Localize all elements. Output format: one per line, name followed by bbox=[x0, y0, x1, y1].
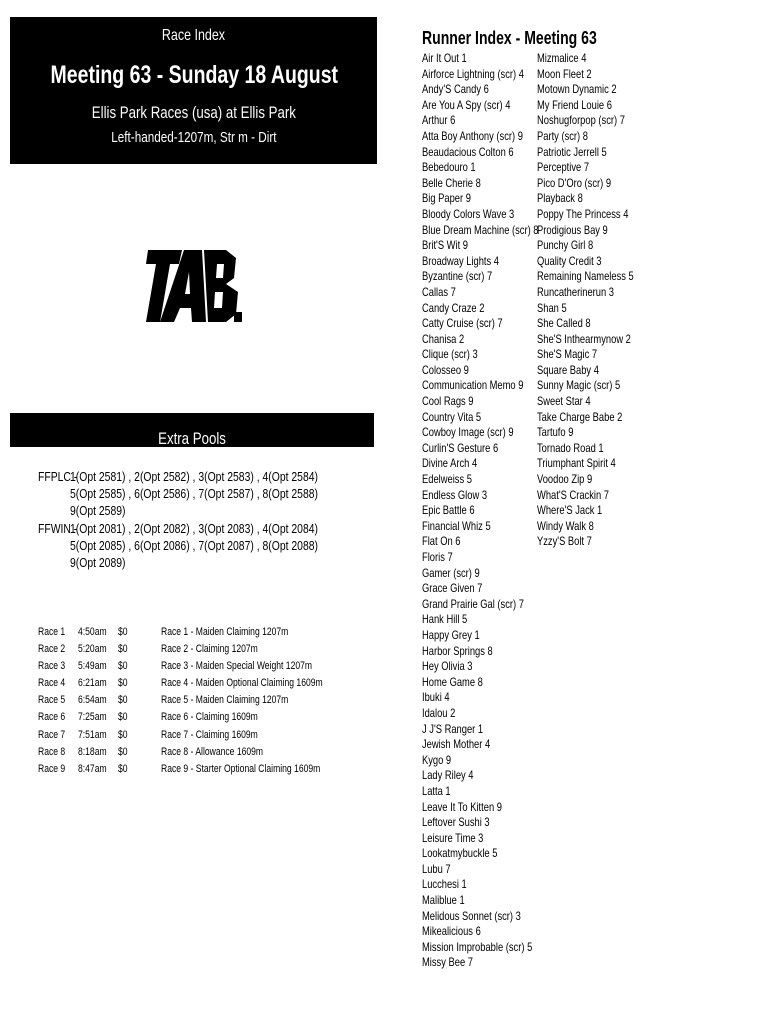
extra-pools-header: Extra Pools bbox=[10, 413, 374, 447]
runner-item: Missy Bee 7 bbox=[422, 955, 473, 970]
runner-item: She'S Inthearmynow 2 bbox=[537, 331, 631, 346]
runner-item: Patriotic Jerrell 5 bbox=[537, 144, 607, 159]
venue-line: Ellis Park Races (usa) at Ellis Park bbox=[91, 103, 296, 122]
runner-item: Clique (scr) 3 bbox=[422, 347, 478, 362]
runner-item: Runcatherinerun 3 bbox=[537, 284, 615, 299]
runner-item: My Friend Louie 6 bbox=[537, 97, 612, 112]
runner-item: Endless Glow 3 bbox=[422, 487, 488, 502]
ffwin-label: FFWIN - bbox=[38, 521, 78, 536]
runner-item: Windy Walk 8 bbox=[537, 518, 594, 533]
runner-item: Communication Memo 9 bbox=[422, 378, 524, 393]
runner-item: Leave It To Kitten 9 bbox=[422, 799, 502, 814]
runner-item: Ibuki 4 bbox=[422, 690, 450, 705]
runner-item: Party (scr) 8 bbox=[537, 128, 588, 143]
runner-item: Tartufo 9 bbox=[537, 425, 574, 440]
ffplc-label: FFPLC - bbox=[38, 469, 78, 484]
tab-logo bbox=[146, 250, 242, 324]
runner-index-title: Runner Index - Meeting 63 bbox=[422, 28, 597, 48]
runner-item: She Called 8 bbox=[537, 316, 591, 331]
runner-item: Prodigious Bay 9 bbox=[537, 222, 608, 237]
runner-item: Are You A Spy (scr) 4 bbox=[422, 97, 511, 112]
runner-item: Leisure Time 3 bbox=[422, 830, 484, 845]
runner-item: Mizmalice 4 bbox=[537, 51, 587, 65]
runner-item: Gamer (scr) 9 bbox=[422, 565, 480, 580]
runner-item: Latta 1 bbox=[422, 783, 451, 798]
runner-item: Byzantine (scr) 7 bbox=[422, 269, 493, 284]
runner-item: Airforce Lightning (scr) 4 bbox=[422, 66, 524, 81]
runner-item: Square Baby 4 bbox=[537, 362, 599, 377]
track-line: Left-handed-1207m, Str m - Dirt bbox=[110, 129, 277, 146]
runner-item: Atta Boy Anthony (scr) 9 bbox=[422, 128, 523, 143]
runner-list-column-2 bbox=[537, 51, 661, 550]
ffwin-line: 1(Opt 2081) , 2(Opt 2082) , 3(Opt 2083) , 4(Opt 2084) bbox=[70, 521, 319, 536]
runner-item: Beaudacious Colton 6 bbox=[422, 144, 514, 159]
ffplc-line: 1(Opt 2581) , 2(Opt 2582) , 3(Opt 2583) , 4(Opt 2584) bbox=[70, 469, 319, 484]
runner-item: Air It Out 1 bbox=[422, 51, 467, 65]
runner-item: Leftover Sushi 3 bbox=[422, 815, 490, 830]
runner-item: Bebedouro 1 bbox=[422, 160, 476, 175]
runner-item: Sweet Star 4 bbox=[537, 394, 591, 409]
runner-item: Edelweiss 5 bbox=[422, 472, 472, 487]
runner-item: Curlin'S Gesture 6 bbox=[422, 440, 499, 455]
runner-item: Motown Dynamic 2 bbox=[537, 82, 617, 97]
runner-item: J J'S Ranger 1 bbox=[422, 721, 484, 736]
runner-item: Arthur 6 bbox=[422, 113, 456, 128]
runner-item: Yzzy'S Bolt 7 bbox=[537, 534, 592, 549]
runner-item: Punchy Girl 8 bbox=[537, 238, 594, 253]
runner-item: Playback 8 bbox=[537, 191, 583, 206]
runner-item: Maliblue 1 bbox=[422, 893, 465, 908]
runner-item: Grand Prairie Gal (scr) 7 bbox=[422, 596, 524, 611]
runner-item: Quality Credit 3 bbox=[537, 253, 602, 268]
runner-item: Happy Grey 1 bbox=[422, 627, 480, 642]
runner-item: Triumphant Spirit 4 bbox=[537, 456, 616, 471]
runner-item: Hank Hill 5 bbox=[422, 612, 468, 627]
runner-item: Pico D'Oro (scr) 9 bbox=[537, 175, 612, 190]
ffplc-line: 9(Opt 2589) bbox=[70, 503, 126, 518]
runner-item: Lady Riley 4 bbox=[422, 768, 474, 783]
runner-item: Voodoo Zip 9 bbox=[537, 472, 593, 487]
runner-item: Epic Battle 6 bbox=[422, 503, 475, 518]
runner-item: Belle Cherie 8 bbox=[422, 175, 481, 190]
runner-item: Candy Craze 2 bbox=[422, 300, 485, 315]
runner-item: What'S Crackin 7 bbox=[537, 487, 610, 502]
runner-item: Bloody Colors Wave 3 bbox=[422, 206, 515, 221]
runner-item: Divine Arch 4 bbox=[422, 456, 478, 471]
runner-item: Floris 7 bbox=[422, 550, 453, 564]
runner-item: Chanisa 2 bbox=[422, 331, 465, 346]
runner-item: Moon Fleet 2 bbox=[537, 66, 592, 81]
runner-item: Financial Whiz 5 bbox=[422, 518, 491, 533]
runner-item: Andy'S Candy 6 bbox=[422, 82, 489, 97]
runner-item: She'S Magic 7 bbox=[537, 347, 598, 362]
runner-item: Brit'S Wit 9 bbox=[422, 238, 468, 253]
runner-item: Lubu 7 bbox=[422, 861, 451, 876]
runner-item: Remaining Nameless 5 bbox=[537, 269, 634, 284]
runner-item: Perceptive 7 bbox=[537, 160, 590, 175]
runner-item: Home Game 8 bbox=[422, 674, 483, 689]
ffwin-line: 9(Opt 2089) bbox=[70, 555, 126, 570]
runner-item: Where'S Jack 1 bbox=[537, 503, 603, 518]
runner-item: Grace Given 7 bbox=[422, 581, 483, 596]
ffwin-pool bbox=[38, 520, 388, 571]
runner-item: Cowboy Image (scr) 9 bbox=[422, 425, 514, 440]
ffwin-line: 5(Opt 2085) , 6(Opt 2086) , 7(Opt 2087) , 8(Opt 2088) bbox=[70, 538, 319, 553]
runner-item: Tornado Road 1 bbox=[537, 440, 604, 455]
runner-item: Cool Rags 9 bbox=[422, 394, 474, 409]
runner-item: Flat On 6 bbox=[422, 534, 461, 549]
meeting-title: Meeting 63 - Sunday 18 August bbox=[50, 61, 339, 89]
runner-item: Blue Dream Machine (scr) 8 bbox=[422, 222, 539, 237]
runner-item: Melidous Sonnet (scr) 3 bbox=[422, 908, 521, 923]
runner-item: Kygo 9 bbox=[422, 752, 452, 767]
runner-item: Lucchesi 1 bbox=[422, 877, 467, 892]
runner-item: Harbor Springs 8 bbox=[422, 643, 493, 658]
runner-item: Mikealicious 6 bbox=[422, 924, 481, 939]
runner-item: Country Vita 5 bbox=[422, 409, 482, 424]
runner-item: Callas 7 bbox=[422, 284, 456, 299]
runner-item: Jewish Mother 4 bbox=[422, 737, 491, 752]
race-index-header bbox=[10, 17, 377, 164]
runner-item: Idalou 2 bbox=[422, 705, 456, 720]
runner-item: Big Paper 9 bbox=[422, 191, 471, 206]
runner-item: Lookatmybuckle 5 bbox=[422, 846, 498, 861]
runner-item: Noshugforpop (scr) 7 bbox=[537, 113, 625, 128]
ffplc-pool bbox=[38, 468, 388, 519]
runner-item: Broadway Lights 4 bbox=[422, 253, 500, 268]
runner-item: Hey Olivia 3 bbox=[422, 659, 473, 674]
race-index-title: Race Index bbox=[161, 27, 226, 44]
runner-item: Mission Improbable (scr) 5 bbox=[422, 939, 533, 954]
runner-item: Colosseo 9 bbox=[422, 362, 469, 377]
runner-item: Poppy The Princess 4 bbox=[537, 206, 629, 221]
runner-item: Catty Cruise (scr) 7 bbox=[422, 316, 503, 331]
ffplc-line: 5(Opt 2585) , 6(Opt 2586) , 7(Opt 2587) , 8(Opt 2588) bbox=[70, 486, 319, 501]
runner-item: Shan 5 bbox=[537, 300, 567, 315]
runner-item: Take Charge Babe 2 bbox=[537, 409, 623, 424]
runner-item: Sunny Magic (scr) 5 bbox=[537, 378, 621, 393]
